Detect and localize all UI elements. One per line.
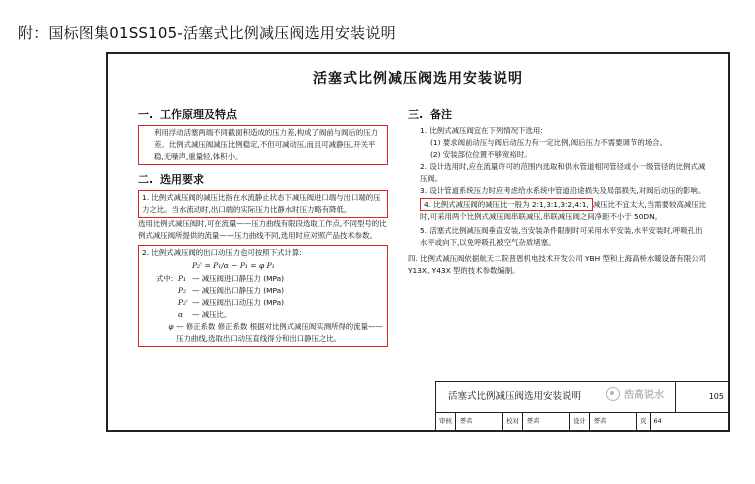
right-column	[408, 104, 708, 277]
definition-row: φ — 修正系数 修正系数 根据对比例式减压阀实测所得的流量——压力曲线,选取出口动压直线得分和出口静压之比。	[168, 322, 383, 343]
pressure-formula: P₂' = P₁/α − P₁ = φ P₁	[192, 261, 275, 270]
section-1-heading	[138, 108, 388, 122]
item-1-continued: 选用比例式减压阀时,可在流量——压力曲线有限段选取工作点,不同型号的比例式减压阀所提供的流量——压力曲线不同,选用时应对照产品技术参数。	[138, 219, 387, 240]
review-label: 审核	[436, 413, 456, 430]
formula-definitions	[142, 273, 384, 345]
page-label: 页	[637, 413, 651, 430]
section-3-number: 三.	[408, 108, 424, 121]
note-4-highlight: 4. 比例式减压阀的减压比一般为 2:1,3:1,3:2,4:1,	[420, 198, 593, 211]
section-3-heading	[408, 108, 708, 122]
watermark-logo-icon	[606, 387, 620, 401]
note-3: 3. 设计管道系统压力时应考虑给水系统中管道沿途损失及局部损失,对阀后动压的影响。	[420, 186, 706, 195]
item-1-highlight	[138, 190, 388, 218]
section-2-title: 选用要求	[160, 173, 204, 186]
item-1-text: 1. 比例式减压阀的减压比指在水流静止状态下减压阀进口端与出口端的压力之比。当水流动时,出口端的实际压力比静水时压力略有降低。	[142, 193, 381, 214]
section-1-text: 利用浮动活塞两端不同截面积造成的压力差,构成了阀前与阀后的压力差。比例式减压阀减压比例稳定,不但可减动压,而且可减静压,开关平稳,无噪声,重量轻,体积小。	[154, 128, 379, 161]
design-label: 设计	[570, 413, 590, 430]
check-label: 校对	[503, 413, 523, 430]
note-4-continued: 减压比不宜太大,当需要较高减压比时,可采用两个比例式减压阀串联减压,串联减压阀之间净距不小于 50DN。	[420, 200, 707, 221]
definition-row: P₂ — 减压阀出口静压力 (MPa)	[178, 286, 285, 295]
figure-number: 105	[675, 382, 728, 412]
section-1-text-highlight	[138, 125, 388, 165]
note-1b: (2) 安装部位位置不够宽裕时。	[430, 150, 532, 159]
title-block	[435, 381, 728, 430]
reviewer-signature: 签名	[456, 413, 503, 430]
section-1-title: 工作原理及特点	[160, 108, 237, 121]
note-2: 2. 设计选用时,应在流量许可的范围内选取和供水管道相同管径或小一级管径的比例式减压阀。	[420, 162, 706, 183]
document-title: 活塞式比例减压阀选用安装说明	[313, 71, 523, 87]
definition-row: 式中: P₁ — 减压阀进口静压力 (MPa)	[156, 274, 285, 283]
section-2-heading	[138, 173, 388, 187]
section-2-number: 二.	[138, 173, 154, 186]
designer-signature: 签名	[590, 413, 637, 430]
note-4	[408, 199, 708, 223]
section-3-title: 备注	[430, 108, 452, 121]
left-column	[138, 104, 388, 347]
note-5: 5. 活塞式比例减压阀垂直安装,当安装条件限制时可采用水平安装,水平安装时,呼吸孔出水平或向下,以免呼吸孔被空气杂质堵塞。	[420, 226, 703, 247]
section-1-number: 一.	[138, 108, 154, 121]
note-1: 1. 比例式减压阀宜在下列情况下选用:	[420, 126, 543, 135]
title-block-title: 活塞式比例减压阀选用安装说明	[448, 391, 582, 402]
checker-signature: 签名	[523, 413, 570, 430]
figure-caption: 附：国标图集01SS105-活塞式比例减压阀选用安装说明	[18, 24, 396, 42]
item-2-highlight	[138, 245, 388, 347]
item-2-title: 2. 比例式减压阀的出口动压力也可按照下式计算:	[142, 248, 302, 257]
section-4: 四. 比例式减压阀依据航天二院普恩机电技术开发公司 YBH 型和上海高桥水暖设备有限公司 Y13X, Y43X 型的技术参数编制。	[408, 254, 706, 275]
watermark-text: 浩高说水	[624, 390, 664, 401]
watermark	[606, 386, 664, 401]
definition-row: P₂' — 减压阀出口动压力 (MPa)	[178, 298, 285, 307]
title-block-header	[436, 382, 728, 413]
title-block-signature-row	[436, 413, 728, 430]
page-number: 64	[653, 417, 662, 425]
definition-row: α — 减压比。	[178, 310, 232, 319]
note-1a: (1) 要求阀前动压与阀后动压力有一定比例,阀后压力不需要调节的场合。	[430, 138, 667, 147]
drawing-sheet	[106, 52, 730, 432]
